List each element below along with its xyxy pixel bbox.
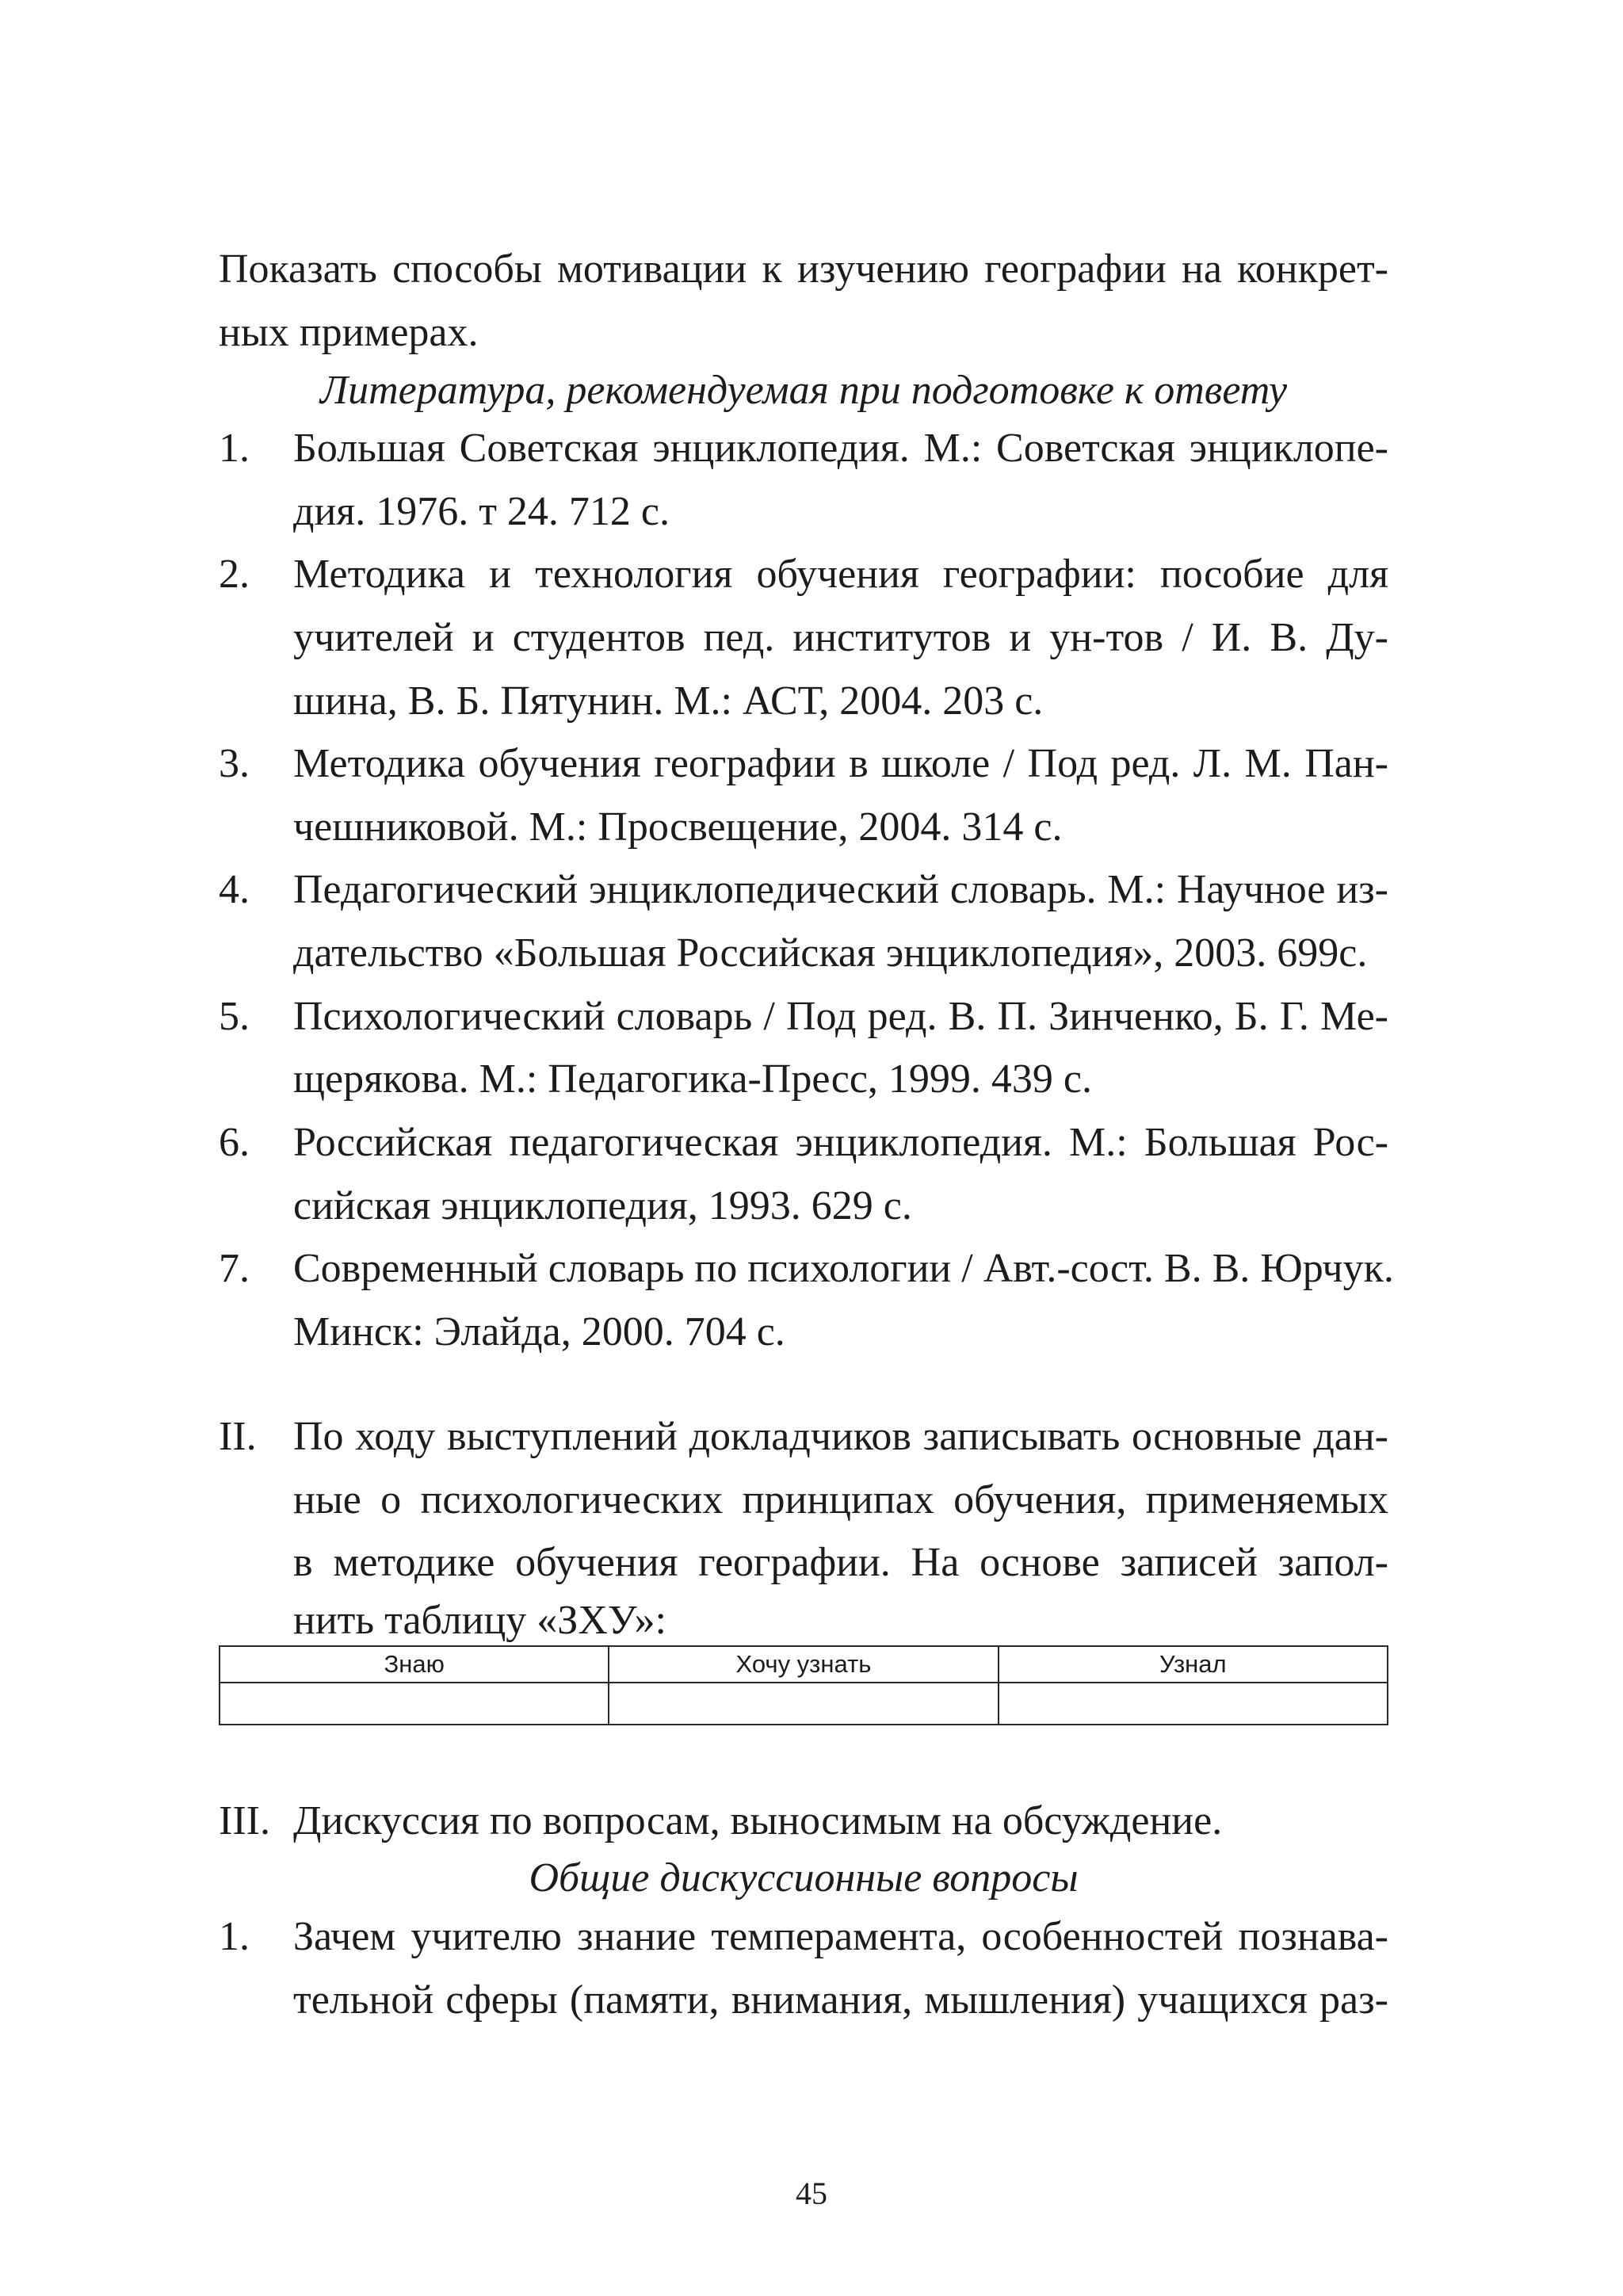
literature-item-line: Минск: Элайда, 2000. 704 с. (293, 1309, 785, 1354)
zhu-table (219, 1645, 1388, 1725)
discussion-heading: Общие дискуссионные вопросы (529, 1855, 1079, 1901)
page-number: 45 (796, 2176, 827, 2211)
literature-item-line: дия. 1976. т 24. 712 с. (293, 489, 670, 534)
literature-item-line: Методика обучения географии в школе / Под ред. Л. М. Пан- (293, 741, 1388, 786)
literature-item-number: 6. (219, 1120, 250, 1165)
section-2-number: II. (219, 1414, 257, 1459)
literature-item-number: 3. (219, 741, 250, 786)
literature-item-number: 1. (219, 426, 250, 471)
literature-item-line: щерякова. М.: Педагогика-Пресс, 1999. 439 с. (293, 1056, 1093, 1102)
literature-item-number: 2. (219, 552, 250, 597)
table-cell (609, 1683, 998, 1725)
intro-line-1: Показать способы мотивации к изучению географии на конкрет- (219, 246, 1388, 292)
section-2-line: в методике обучения географии. На основе записей запол- (293, 1540, 1388, 1585)
table-row (220, 1683, 1388, 1725)
discussion-item-line: Зачем учителю знание темперамента, особенностей познава- (293, 1914, 1388, 1959)
table-cell (220, 1683, 609, 1725)
intro-line-2: ных примерах. (219, 310, 479, 355)
table-cell (999, 1683, 1388, 1725)
literature-item-line: Психологический словарь / Под ред. В. П. Зинченко, Б. Г. Ме- (293, 994, 1388, 1039)
table-header-learned: Узнал (999, 1646, 1388, 1683)
section-2-line: ные о психологических принципах обучения, применяемых (293, 1477, 1388, 1522)
literature-item-line: сийская энциклопедия, 1993. 629 с. (293, 1183, 912, 1228)
section-3-line: Дискуссия по вопросам, выносимым на обсуждение. (293, 1798, 1223, 1843)
literature-item-line: дательство «Большая Российская энциклопедия», 2003. 699с. (293, 930, 1368, 976)
literature-item-line: чешниковой. М.: Просвещение, 2004. 314 с. (293, 804, 1063, 850)
literature-item-line: Российская педагогическая энциклопедия. М.: Большая Рос- (293, 1120, 1388, 1165)
discussion-item-number: 1. (219, 1914, 250, 1959)
section-2-line: нить таблицу «ЗХУ»: (293, 1598, 666, 1643)
section-3-number: III. (219, 1798, 270, 1843)
literature-item-number: 5. (219, 994, 250, 1039)
discussion-item-line: тельной сферы (памяти, внимания, мышления) учащихся раз- (293, 1977, 1388, 2023)
literature-item-line: Педагогический энциклопедический словарь. М.: Научное из- (293, 867, 1388, 912)
section-2-line: По ходу выступлений докладчиков записывать основные дан- (293, 1414, 1388, 1459)
literature-item-line: Современный словарь по психологии / Авт.-сост. В. В. Юрчук. (293, 1246, 1394, 1291)
literature-item-line: Методика и технология обучения географии: пособие для (293, 552, 1388, 597)
table-header-know: Знаю (220, 1646, 609, 1683)
table-header-want-to-know: Хочу узнать (609, 1646, 998, 1683)
literature-item-number: 7. (219, 1246, 250, 1291)
table-header-row (220, 1646, 1388, 1683)
literature-item-line: шина, В. Б. Пятунин. М.: АСТ, 2004. 203 с. (293, 678, 1044, 724)
literature-item-line: учителей и студентов пед. институтов и ун-тов / И. В. Ду- (293, 615, 1388, 660)
literature-item-number: 4. (219, 867, 250, 912)
literature-item-line: Большая Советская энциклопедия. М.: Советская энциклопе- (293, 426, 1388, 471)
literature-heading: Литература, рекомендуемая при подготовке к ответу (319, 368, 1288, 413)
